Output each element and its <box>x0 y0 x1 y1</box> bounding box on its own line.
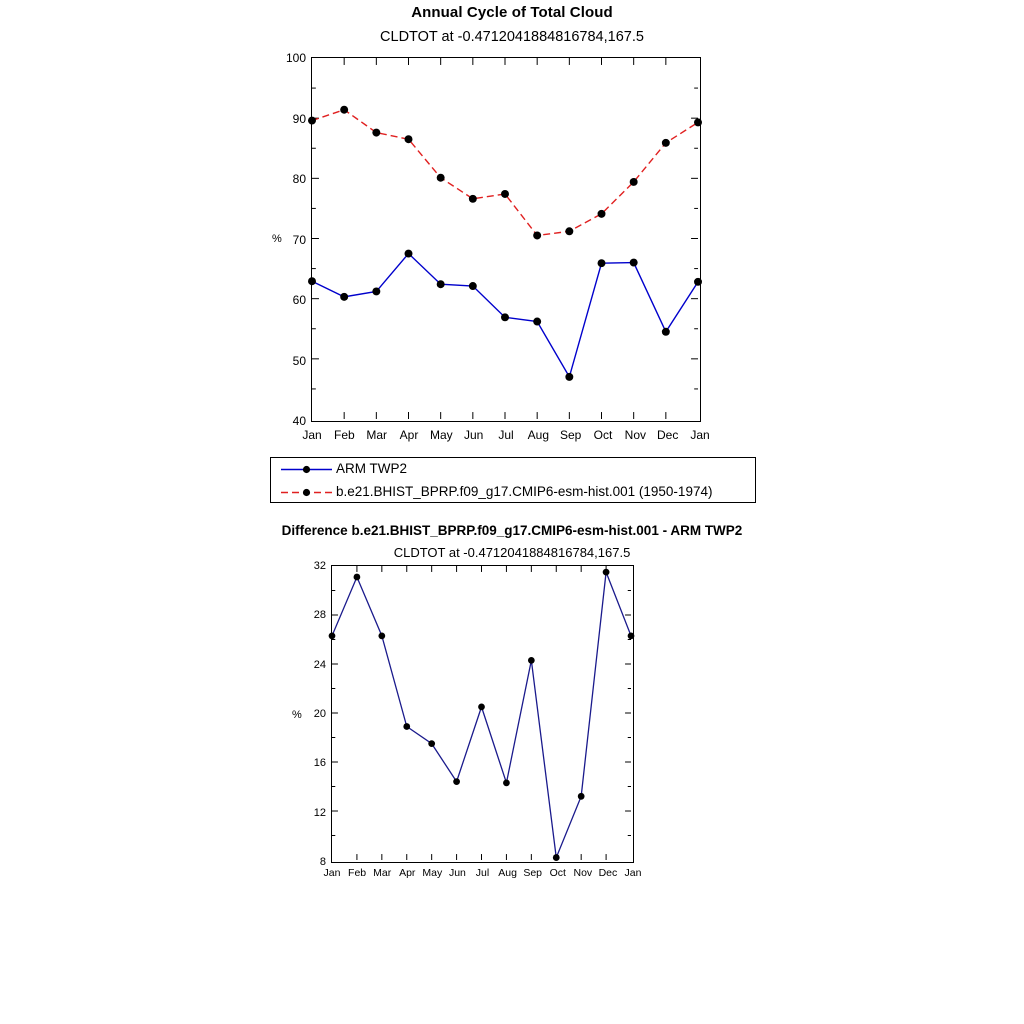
top-chart-plot-area <box>311 57 701 422</box>
legend-swatch-icon <box>279 458 334 481</box>
bottom-chart-x-tick-label: Sep <box>523 867 542 879</box>
chart-legend <box>270 457 756 503</box>
top-chart-y-tick-label: 90 <box>292 111 306 126</box>
legend-item <box>271 481 755 504</box>
bottom-chart-x-tick-label: Oct <box>549 867 566 879</box>
bottom-chart-plot-area <box>331 565 634 863</box>
bottom-chart-y-tick-label: 12 <box>313 806 326 819</box>
bottom-chart-x-tick-label: Nov <box>573 867 593 879</box>
top-chart-y-axis-label: % <box>272 233 282 245</box>
top-chart-svg <box>312 58 700 421</box>
bottom-chart-x-tick-label: Jan <box>624 867 642 879</box>
top-chart-x-tick-label: Apr <box>399 428 419 442</box>
bottom-chart-y-tick-label: 20 <box>313 708 326 720</box>
top-chart-x-tick-label: May <box>429 428 453 442</box>
top-chart-x-tick-label: Dec <box>656 428 679 442</box>
bottom-chart-x-tick-label: Dec <box>598 867 618 879</box>
top-chart-x-tick-label: Nov <box>624 428 646 442</box>
page-title: Annual Cycle of Total Cloud <box>411 4 613 21</box>
top-chart-x-tick-label: Sep <box>559 428 582 442</box>
legend-label: b.e21.BHIST_BPRP.f09_g17.CMIP6-esm-hist.001 (1950-1974) <box>336 484 713 499</box>
bottom-chart-x-tick-label: May <box>422 867 443 879</box>
top-chart-x-tick-label: Jul <box>498 428 514 442</box>
top-chart-y-tick-label: 70 <box>292 232 306 247</box>
top-chart-x-tick-label: Aug <box>527 428 550 442</box>
difference-chart-subtitle: CLDTOT at -0.4712041884816784,167.5 <box>393 545 631 560</box>
bottom-chart-y-tick-label: 32 <box>313 560 326 572</box>
legend-item <box>271 458 755 481</box>
bottom-chart-x-tick-label: Apr <box>399 867 416 879</box>
top-chart-x-tick-label: Jan <box>690 428 710 442</box>
bottom-chart-x-tick-label: Feb <box>348 867 367 879</box>
top-chart-x-tick-label: Jan <box>302 428 322 442</box>
bottom-chart-x-tick-label: Aug <box>498 867 517 879</box>
bottom-chart-y-axis-label: % <box>292 709 302 721</box>
legend-swatch-icon <box>279 481 334 504</box>
top-chart-y-tick-label: 40 <box>292 414 306 428</box>
bottom-chart-y-tick-label: 24 <box>313 658 326 671</box>
bottom-chart-x-tick-label: Mar <box>373 867 392 879</box>
top-chart-x-tick-label: Mar <box>366 428 387 442</box>
top-chart-y-tick-label: 50 <box>292 353 306 368</box>
legend-label: ARM TWP2 <box>336 461 408 476</box>
difference-chart-title: Difference b.e21.BHIST_BPRP.f09_g17.CMIP6-esm-hist.001 - ARM TWP2 <box>281 523 743 538</box>
bottom-chart-y-tick-label: 8 <box>319 856 326 868</box>
bottom-chart-x-tick-label: Jan <box>323 867 341 879</box>
bottom-chart-y-tick-label: 28 <box>313 609 326 622</box>
top-chart-x-tick-label: Oct <box>593 428 613 442</box>
top-chart-x-tick-label: Jun <box>463 428 484 442</box>
bottom-chart-svg <box>332 566 633 862</box>
top-chart-subtitle: CLDTOT at -0.4712041884816784,167.5 <box>380 29 644 45</box>
top-chart-y-tick-label: 100 <box>285 51 306 65</box>
top-chart-x-tick-label: Feb <box>333 428 355 442</box>
top-chart-y-tick-label: 80 <box>292 172 306 186</box>
bottom-chart-x-tick-label: Jun <box>448 867 466 879</box>
bottom-chart-y-tick-label: 16 <box>313 757 326 770</box>
top-chart-y-tick-label: 60 <box>292 293 306 307</box>
bottom-chart-x-tick-label: Jul <box>475 867 490 879</box>
